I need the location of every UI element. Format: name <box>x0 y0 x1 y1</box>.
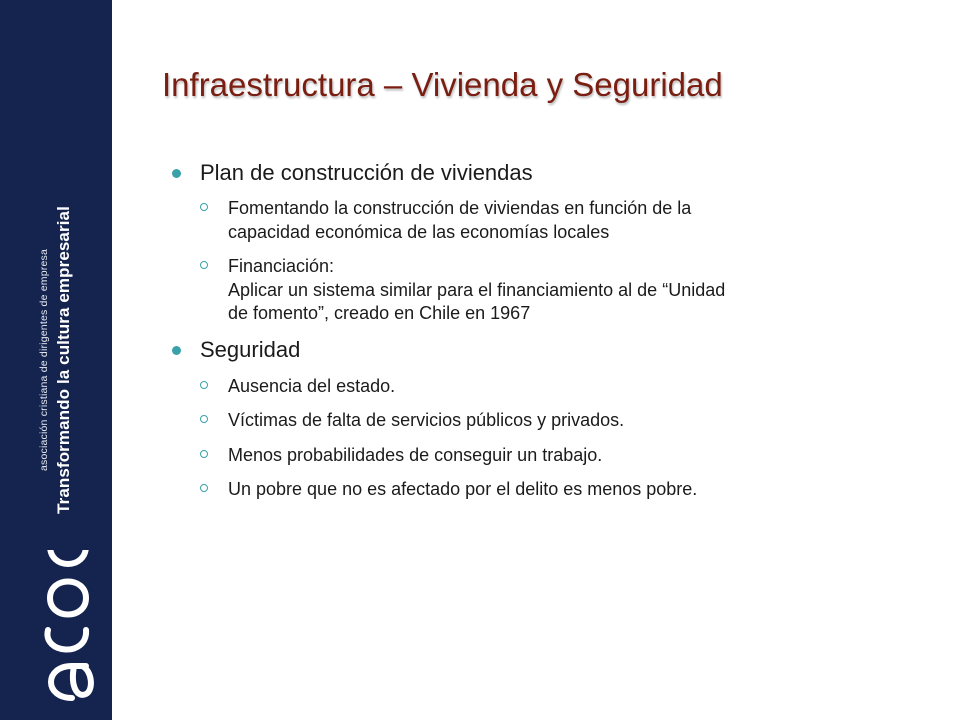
list-item-line: Aplicar un sistema similar para el financiamiento al de “Unidad <box>228 279 726 300</box>
section-heading-seguridad <box>170 337 910 363</box>
list-item <box>170 478 910 501</box>
list-item <box>170 444 910 467</box>
sub-bullet-ring-icon <box>200 381 208 389</box>
sub-bullet-ring-icon <box>200 484 208 492</box>
list-item-line: Menos probabilidades de conseguir un trabajo. <box>228 444 603 465</box>
sub-bullet-ring-icon <box>200 261 208 269</box>
sub-bullet-ring-icon <box>200 203 208 211</box>
section-items-seguridad <box>170 375 910 502</box>
section-heading-text: Seguridad <box>200 337 301 363</box>
bullet-dot-icon <box>172 169 181 178</box>
list-item <box>170 197 910 244</box>
brand-slogan: Transformando la cultura empresarial <box>53 206 73 514</box>
brand-tagline <box>39 200 73 520</box>
list-item-line: Un pobre que no es afectado por el delito es menos pobre. <box>228 478 698 499</box>
acde-logo <box>0 550 112 715</box>
brand-name: asociación cristiana de dirigentes de empresa <box>37 248 50 472</box>
section-heading-vivienda <box>170 160 910 186</box>
sub-bullet-ring-icon <box>200 450 208 458</box>
list-item-line: Fomentando la construcción de viviendas en función de la <box>228 198 692 219</box>
list-item-line: Ausencia del estado. <box>228 375 396 396</box>
slide-content <box>170 160 910 513</box>
sub-bullet-ring-icon <box>200 415 208 423</box>
bullet-dot-icon <box>172 346 181 355</box>
list-item-line: Financiación: <box>228 256 335 277</box>
list-item-line: Víctimas de falta de servicios públicos y privados. <box>228 410 625 431</box>
list-item-line: de fomento”, creado en Chile en 1967 <box>228 302 531 323</box>
brand-sidebar <box>0 0 112 720</box>
list-item-line: capacidad económica de las economías locales <box>228 221 610 242</box>
list-item <box>170 255 910 325</box>
list-item <box>170 375 910 398</box>
list-item <box>170 409 910 432</box>
slide-title: Infraestructura – Vivienda y Seguridad <box>162 66 723 103</box>
section-heading-text: Plan de construcción de viviendas <box>200 160 533 185</box>
section-items-vivienda <box>170 197 910 325</box>
